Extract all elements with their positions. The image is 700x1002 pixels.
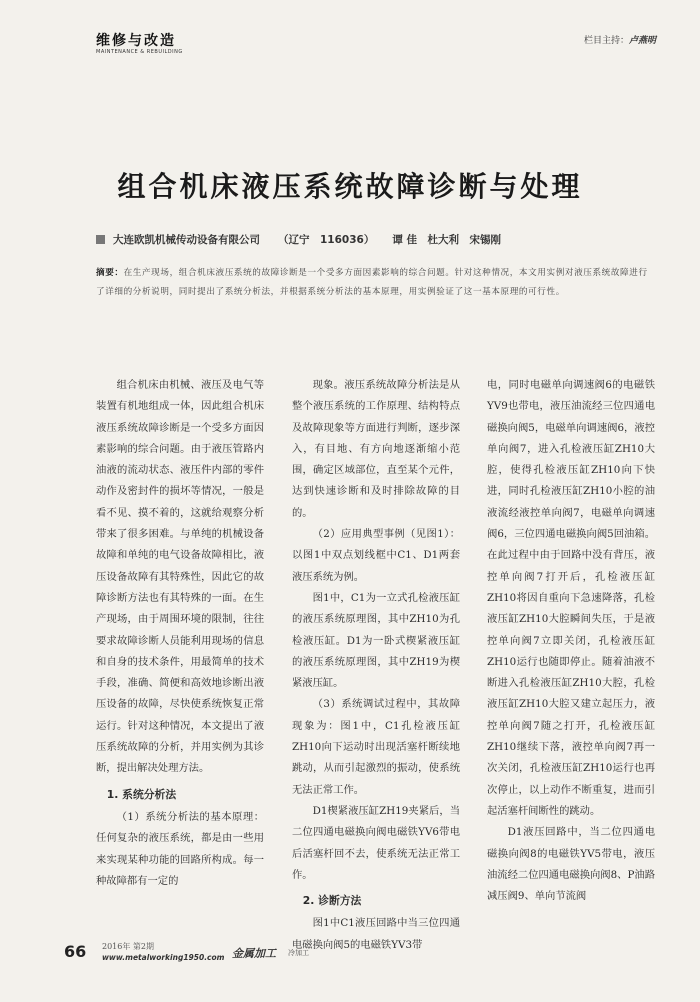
journal-logo-sub: 冷加工 xyxy=(288,949,309,957)
page-header xyxy=(96,30,656,64)
location: （辽宁 116036） xyxy=(278,234,375,246)
section-title: 维修与改造 xyxy=(96,33,176,49)
article-title: 组合机床液压系统故障诊断与处理 xyxy=(117,170,583,203)
page-footer xyxy=(64,940,364,968)
affiliation: 大连欧凯机械传动设备有限公司 xyxy=(113,234,260,246)
column-host-name: 卢燕明 xyxy=(628,36,656,46)
abstract-label: 摘要： xyxy=(96,268,124,278)
column-host-label: 栏目主持： xyxy=(583,36,629,46)
column-host xyxy=(584,33,656,46)
section-subtitle: MAINTENANCE & REBUILDING xyxy=(96,49,183,55)
paragraph: 组合机床由机械、液压及电气等装置有机地组成一体，因此组合机床液压系统故障诊断是一个受多方面因素影响的综合问题。由于液压管路内油液的流动状态、液压件内部的零件动作及密封件的损坏等情况，一般是看不见、摸不着的，这就给观察分析带来了很多困难。与单纯的机械设备故障和单纯的电气设备故障相比，液压设备故障有其特殊性，因此它的故障诊断方法也有其特殊的一面。在生产现场，由于周围环境的限制，往往要求故障诊断人员能利用现场的信息和自身的技术条件，用最简单的技术手段，准确、简便和高效地诊断出液压设备的故障，尽快使系统恢复正常运行。针对这种情况，本文提出了液压系统故障的分析，并用实例为其诊断，提出解决处理方法。 xyxy=(96,379,264,775)
paragraph: D1液压回路中，当二位四通电磁换向阀8的电磁铁YV5带电，液压油流经二位四通电磁换向阀8、P油路减压阀9、单向节流阀 xyxy=(487,826,655,903)
paragraph: （3）系统调试过程中，其故障现象为：图1中，C1孔检液压缸ZH10向下运动时出现活塞杆断续地跳动，从而引起激烈的振动，使系统无法正常工作。 xyxy=(292,698,460,796)
paragraph: （1）系统分析法的基本原理：任何复杂的液压系统，都是由一些用来实现某种功能的回路所构成。每一种故障都有一定的 xyxy=(96,810,264,887)
abstract xyxy=(96,264,656,302)
byline xyxy=(96,232,656,247)
paragraph: 电，同时电磁单向调速阀6的电磁铁YV9也带电，液压油流经三位四通电磁换向阀5，电磁单向调速阀6，液控单向阀7，进入孔检液压缸ZH10大腔，使得孔检液压缸ZH10向下快进，同时孔检液压缸ZH10小腔的油液流经液控单向阀7，电磁单向调速阀6，三位四通电磁换向阀5回油箱。在此过程中由于回路中没有背压，液控单向阀7打开后，孔检液压缸ZH10将因自重向下急速降落，孔检液压缸ZH10大腔瞬间失压，于是液控单向阀7立即关闭，孔检液压缸ZH10运行也随即停止。随着油液不断进入孔检液压缸ZH10大腔，孔检液压缸ZH10大腔又建立起压力，液控单向阀7随之打开，孔检液压缸ZH10继续下落，液控单向阀7再一次关闭，孔检液压缸ZH10运行也再次停止，以上动作不断重复，进而引起活塞杆间断性的跳动。 xyxy=(487,379,655,817)
column-1 xyxy=(96,375,264,892)
paragraph: 现象。液压系统故障分析法是从整个液压系统的工作原理、结构特点及故障现象等方面进行判断，逐步深入，有目地、有方向地逐渐缩小范围，确定区域部位，直至某个元件，达到快速诊断和及时排除故障的目的。 xyxy=(292,379,460,519)
paragraph: （2）应用典型事例（见图1）：以图1中双点划线框中C1、D1两套液压系统为例。 xyxy=(292,528,460,583)
column-3 xyxy=(487,375,655,907)
issue-label: 2016年 第2期 xyxy=(102,942,154,951)
website-link[interactable]: www.metalworking1950.com xyxy=(102,953,225,962)
byline-square-icon xyxy=(96,235,105,244)
section-heading: 1. 系统分析法 xyxy=(106,787,177,801)
authors: 谭 佳 杜大利 宋锡刚 xyxy=(392,234,501,246)
column-2 xyxy=(292,375,460,956)
abstract-text: 在生产现场，组合机床液压系统的故障诊断是一个受多方面因素影响的综合问题。针对这种情况，本文用实例对液压系统故障进行了详细的分析说明，同时提出了系统分析法，并根据系统分析法的基本原理，用实例验证了这一基本原理的可行性。 xyxy=(96,268,648,297)
paragraph: 图1中，C1为一立式孔检液压缸的液压系统原理图，其中ZH10为孔检液压缸。D1为一卧式楔紧液压缸的液压系统原理图，其中ZH19为楔紧液压缸。 xyxy=(292,591,460,690)
paragraph: D1楔紧液压缸ZH19夹紧后，当二位四通电磁换向阀电磁铁YV6带电后活塞杆回不去，使系统无法正常工作。 xyxy=(292,804,460,881)
section-heading: 2. 诊断方法 xyxy=(302,894,362,908)
journal-logo: 金属加工 xyxy=(232,947,276,960)
page-number: 66 xyxy=(64,942,87,961)
paragraph: 图1中C1液压回路中当三位四通电磁换向阀5的电磁铁YV3带 xyxy=(292,917,460,951)
